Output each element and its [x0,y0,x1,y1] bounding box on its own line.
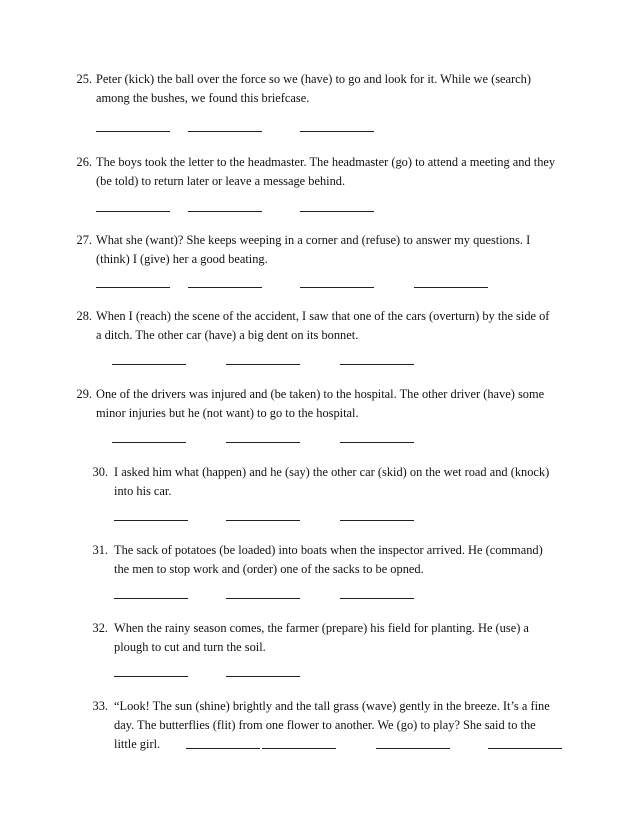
answer-blanks [0,442,638,444]
question-line: One of the drivers was injured and (be taken) to the hospital. The other driver (have) some [96,387,545,401]
question-number: 28. [76,309,92,323]
answer-blank[interactable] [226,676,300,677]
question-line: among the bushes, we found this briefcase. [96,91,310,105]
question-number: 25. [76,72,92,86]
answer-blank[interactable] [188,211,262,212]
question-line: little girl. [114,737,161,751]
answer-blank[interactable] [226,442,300,443]
question-line: “Look! The sun (shine) brightly and the tall grass (wave) gently in the breeze. It’s a fine [114,699,550,713]
question-line: minor injuries but he (not want) to go to the hospital. [96,406,359,420]
question-line: What she (want)? She keeps weeping in a corner and (refuse) to answer my questions. I [96,233,531,247]
question-number: 33. [92,699,108,713]
answer-blank[interactable] [340,364,414,365]
answer-blank[interactable] [262,748,336,749]
question-line: The boys took the letter to the headmaster. The headmaster (go) to attend a meeting and they [96,155,556,169]
answer-blanks [0,676,638,678]
question-line: The sack of potatoes (be loaded) into boats when the inspector arrived. He (command) [114,543,543,557]
question-line: When the rainy season comes, the farmer (prepare) his field for planting. He (use) a [114,621,529,635]
question-line: a ditch. The other car (have) a big dent on its bonnet. [96,328,359,342]
answer-blank[interactable] [112,442,186,443]
question-line: the men to stop work and (order) one of the sacks to be opned. [114,562,424,576]
question-number: 31. [92,543,108,557]
question-number: 27. [76,233,92,247]
answer-blank[interactable] [488,748,562,749]
answer-blanks [0,131,638,133]
question-line: Peter (kick) the ball over the force so we (have) to go and look for it. While we (search) [96,72,531,86]
question-line: plough to cut and turn the soil. [114,640,266,654]
question-line: day. The butterflies (flit) from one flower to another. We (go) to play? She said to the [114,718,536,732]
answer-blank[interactable] [340,442,414,443]
answer-blanks [0,211,638,213]
answer-blank[interactable] [226,520,300,521]
answer-blank[interactable] [226,364,300,365]
answer-blank[interactable] [300,211,374,212]
answer-blank[interactable] [340,598,414,599]
answer-blank[interactable] [340,520,414,521]
question-line: into his car. [114,484,172,498]
question-number: 32. [92,621,108,635]
answer-blank[interactable] [376,748,450,749]
answer-blank[interactable] [96,131,170,132]
question-line: When I (reach) the scene of the accident, I saw that one of the cars (overturn) by the side of [96,309,550,323]
answer-blank[interactable] [112,364,186,365]
answer-blank[interactable] [96,211,170,212]
answer-blank[interactable] [188,287,262,288]
answer-blanks [0,287,638,289]
answer-blank[interactable] [414,287,488,288]
answer-blank[interactable] [186,748,260,749]
answer-blanks [0,364,638,366]
answer-blank[interactable] [226,598,300,599]
answer-blank[interactable] [114,520,188,521]
answer-blank[interactable] [300,287,374,288]
answer-blanks [0,520,638,522]
answer-blanks [0,598,638,600]
question-number: 30. [92,465,108,479]
answer-blank[interactable] [114,676,188,677]
answer-blank[interactable] [96,287,170,288]
answer-blank[interactable] [188,131,262,132]
question-line: I asked him what (happen) and he (say) the other car (skid) on the wet road and (knock) [114,465,550,479]
question-line: (think) I (give) her a good beating. [96,252,268,266]
question-number: 29. [76,387,92,401]
answer-blank[interactable] [114,598,188,599]
answer-blanks [0,748,638,750]
question-line: (be told) to return later or leave a message behind. [96,174,346,188]
question-number: 26. [76,155,92,169]
answer-blank[interactable] [300,131,374,132]
